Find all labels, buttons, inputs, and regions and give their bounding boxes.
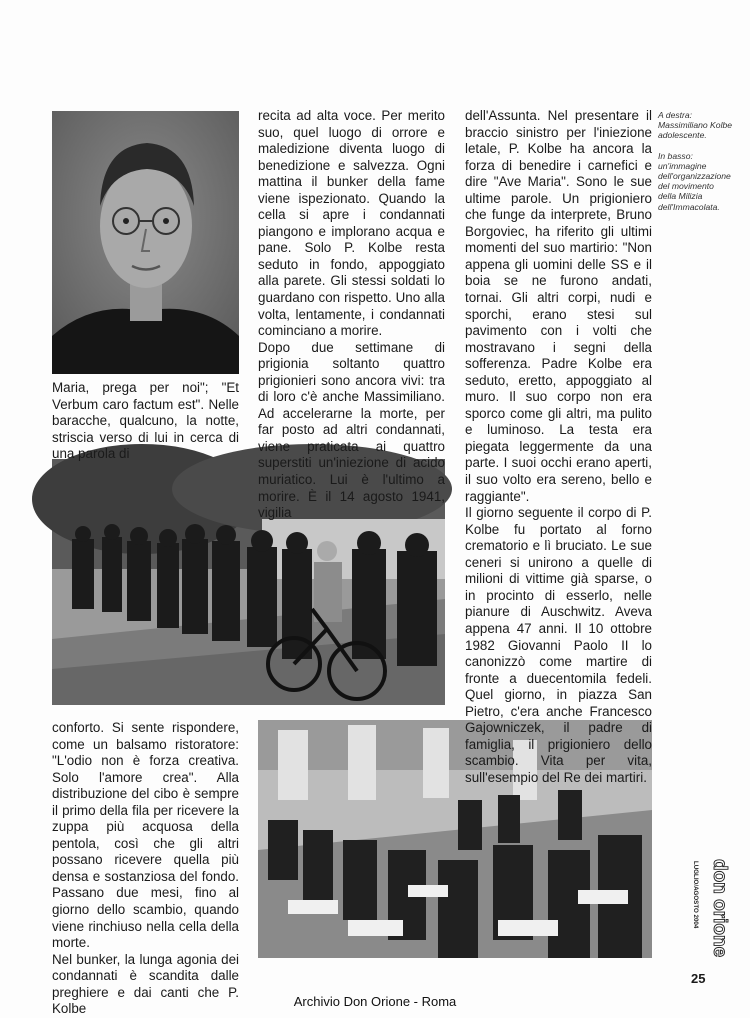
- caption-line: A destra:: [658, 110, 693, 120]
- masthead-title: don orione: [709, 859, 730, 958]
- paragraph: recita ad alta voce. Per merito suo, quel luogo di orrore e maledizione diventa luogo di benedizione e salvezza. Ogni mattina il bunker della fame viene ispezionato. Quando la cella si apre i condannati piangono e implorano acqua e pane. Solo P. Kolbe resta seduto in fondo, appoggiato alla parete. Gli stessi soldati lo guardano con rispetto. Uno alla volta, lentamente, i condannati cominciano a morire.: [258, 108, 445, 339]
- paragraph: conforto. Si sente rispondere, come un balsamo ristoratore: "L'odio non è forza creativa. Solo l'amore crea". Alla distribuzione del cibo è sempre il primo della fila per ricevere la zuppa più acquosa della pentola, così che gli altri possano ricevere quella più densa e sostanziosa del fondo. Passano due mesi, fino al giorno dello scambio, quando viene rinchiuso nella cella della morte.: [52, 720, 239, 951]
- caption-line: In basso:: [658, 150, 693, 161]
- caption-line: della Milizia: [658, 191, 703, 202]
- portrait-photo: [52, 111, 239, 374]
- paragraph: Dopo due settimane di prigionia soltanto quattro prigionieri sono ancora vivi: tra di loro c'è anche Massimiliano. Ad accelerarne la morte, per far posto ad altri condannati, viene praticata ai quattro superstiti un'iniezione di acido muriatico. Lui è l'ultimo a morire. È il 14 agosto 1941, vigilia: [258, 339, 445, 521]
- caption-line: Massimiliano Kolbe: [658, 120, 733, 131]
- paragraph: Maria, prega per noi"; "Et Verbum caro factum est". Nelle baracche, qualcuno, la notte, striscia verso di lui in cerca di una parola di: [52, 380, 239, 462]
- paragraph: Il giorno seguente il corpo di P. Kolbe fu portato al forno crematorio e lì bruciato. Le sue ceneri si unirono a quelle di milioni di vittime già sparse, o in procinto di esserlo, nelle pianure di Auschwitz. Aveva appena 47 anni. Il 10 ottobre 1982 Giovanni Paolo II lo canonizzò come martire di fronte a duecentomila fedeli. Quel giorno, in piazza San Pietro, c'era anche Francesco Gajowniczek, il padre di famiglia, il prigioniero dello scambio. Vita per vita, sull'esempio del Re dei martiri.: [465, 505, 652, 785]
- caption-line: un'immagine: [658, 160, 707, 171]
- text-col3: [465, 108, 652, 786]
- text-col1-top: [52, 380, 239, 463]
- caption-line: dell'Immacolata.: [658, 201, 720, 212]
- paragraph: dell'Assunta. Nel presentare il braccio sinistro per l'iniezione letale, P. Kolbe ha ancora la forza di benedire i carnefici e dire "Ave Maria". Sono le sue ultime parole. Un prigioniero che funge da interprete, Bruno Borgoviec, ha riferito gli ultimi momenti del suo martirio: "Non appena gli uomini delle SS e il boia se ne furono andati, tornai. Gli altri corpi, nudi e sporchi, erano stesi sul pavimento con i volti che mostravano i segni della sofferenza. Padre Kolbe era seduto, eretto, appoggiato al muro. Il suo corpo non era sporco come gli altri, ma pulito e luminoso. La testa era piegata leggermente da una parte. I suoi occhi erano aperti, il suo volto era sereno, bello e raggiante".: [465, 108, 652, 504]
- caption-line: adolescente.: [658, 130, 707, 141]
- photo-caption: [658, 110, 746, 222]
- caption-line: dell'organizzazione: [658, 171, 731, 182]
- archive-footer: Archivio Don Orione - Roma: [293, 994, 457, 1009]
- page-number: 25: [691, 971, 706, 986]
- text-col2: [258, 108, 445, 522]
- text-bottom: [52, 720, 239, 1018]
- caption-line: del movimento: [658, 181, 714, 192]
- masthead-issue: LUGLIO/AGOSTO 2004: [692, 861, 699, 929]
- masthead: [686, 855, 730, 965]
- paragraph: Nel bunker, la lunga agonia dei condannati è scandita dalle preghiere e dai canti che P. Kolbe: [52, 951, 239, 1017]
